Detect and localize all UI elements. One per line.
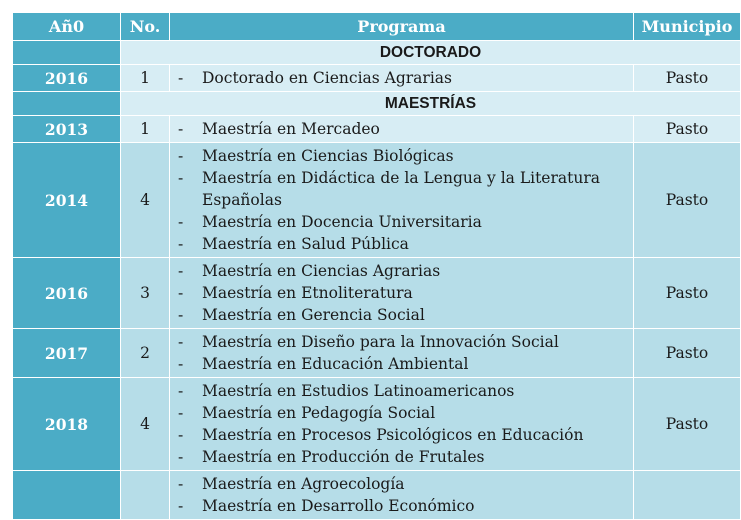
bullet-dash: - (178, 404, 184, 422)
bullet-dash: - (178, 120, 184, 138)
program-cell (170, 329, 634, 378)
program-name: Maestría en Pedagogía Social (202, 404, 436, 422)
year-cell: 2013 (13, 116, 121, 143)
program-name: Maestría en Gerencia Social (202, 306, 425, 324)
bullet-dash: - (178, 169, 184, 187)
municipality-cell: Pasto (634, 65, 741, 92)
bullet-dash: - (178, 235, 184, 253)
bullet-dash: - (178, 284, 184, 302)
count-cell: 4 (121, 378, 170, 471)
year-cell: 2018 (13, 378, 121, 471)
municipality-cell: Pasto (634, 116, 741, 143)
program-name: Maestría en Docencia Universitaria (202, 213, 482, 231)
year-cell: 2014 (13, 143, 121, 258)
program-item (178, 233, 633, 255)
bullet-dash: - (178, 475, 184, 493)
program-name: Maestría en Ciencias Biológicas (202, 147, 454, 165)
bullet-dash: - (178, 355, 184, 373)
program-cell (170, 65, 634, 92)
program-item (178, 167, 633, 211)
count-cell: 2 (121, 329, 170, 378)
table-row (13, 378, 741, 471)
section-title-maestrias: MAESTRÍAS (121, 92, 741, 116)
bullet-dash: - (178, 448, 184, 466)
municipality-cell: Pasto (634, 378, 741, 471)
program-item (178, 304, 633, 326)
bullet-dash: - (178, 147, 184, 165)
table-row (13, 65, 741, 92)
programs-table (12, 12, 741, 520)
table-row (13, 471, 741, 520)
program-cell (170, 471, 634, 520)
year-cell: 2016 (13, 65, 121, 92)
program-item (178, 145, 633, 167)
count-cell: 4 (121, 143, 170, 258)
program-item (178, 446, 633, 468)
header-row (13, 13, 741, 41)
count-cell: 3 (121, 258, 170, 329)
program-item (178, 260, 633, 282)
section-title-doctorado: DOCTORADO (121, 41, 741, 65)
program-name: Doctorado en Ciencias Agrarias (202, 69, 452, 87)
bullet-dash: - (178, 262, 184, 280)
program-name: Maestría en Didáctica de la Lengua y la Literatura Españolas (202, 169, 600, 209)
table-row (13, 116, 741, 143)
program-name: Maestría en Ciencias Agrarias (202, 262, 441, 280)
program-item (178, 282, 633, 304)
table-row (13, 258, 741, 329)
program-name: Maestría en Producción de Frutales (202, 448, 485, 466)
section-row-maestrias (13, 92, 741, 116)
bullet-dash: - (178, 213, 184, 231)
program-name: Maestría en Procesos Psicológicos en Educación (202, 426, 584, 444)
bullet-dash: - (178, 333, 184, 351)
bullet-dash: - (178, 69, 184, 87)
program-item (178, 380, 633, 402)
program-item (178, 473, 633, 495)
count-cell: 1 (121, 65, 170, 92)
program-item (178, 495, 633, 517)
program-cell (170, 116, 634, 143)
program-name: Maestría en Diseño para la Innovación Social (202, 333, 559, 351)
header-number: No. (121, 13, 170, 41)
programs-table-container (12, 12, 740, 520)
program-cell (170, 143, 634, 258)
program-item (178, 118, 633, 140)
bullet-dash: - (178, 306, 184, 324)
municipality-cell: Pasto (634, 143, 741, 258)
municipality-cell: Pasto (634, 329, 741, 378)
program-item (178, 331, 633, 353)
count-cell: 1 (121, 116, 170, 143)
program-item (178, 67, 633, 89)
program-name: Maestría en Etnoliteratura (202, 284, 413, 302)
header-program: Programa (170, 13, 634, 41)
municipality-cell (634, 471, 741, 520)
program-name: Maestría en Estudios Latinoamericanos (202, 382, 515, 400)
program-item (178, 424, 633, 446)
year-cell: 2017 (13, 329, 121, 378)
program-name: Maestría en Mercadeo (202, 120, 380, 138)
program-cell (170, 378, 634, 471)
program-item (178, 353, 633, 375)
header-year: Añ0 (13, 13, 121, 41)
program-name: Maestría en Educación Ambiental (202, 355, 469, 373)
year-cell (13, 471, 121, 520)
section-row-doctorado (13, 41, 741, 65)
bullet-dash: - (178, 497, 184, 515)
municipality-cell: Pasto (634, 258, 741, 329)
program-cell (170, 258, 634, 329)
program-name: Maestría en Salud Pública (202, 235, 409, 253)
program-name: Maestría en Agroecología (202, 475, 405, 493)
table-row (13, 329, 741, 378)
program-item (178, 211, 633, 233)
year-cell: 2016 (13, 258, 121, 329)
header-municipality: Municipio (634, 13, 741, 41)
count-cell (121, 471, 170, 520)
bullet-dash: - (178, 382, 184, 400)
program-name: Maestría en Desarrollo Económico (202, 497, 475, 515)
table-row (13, 143, 741, 258)
bullet-dash: - (178, 426, 184, 444)
program-item (178, 402, 633, 424)
